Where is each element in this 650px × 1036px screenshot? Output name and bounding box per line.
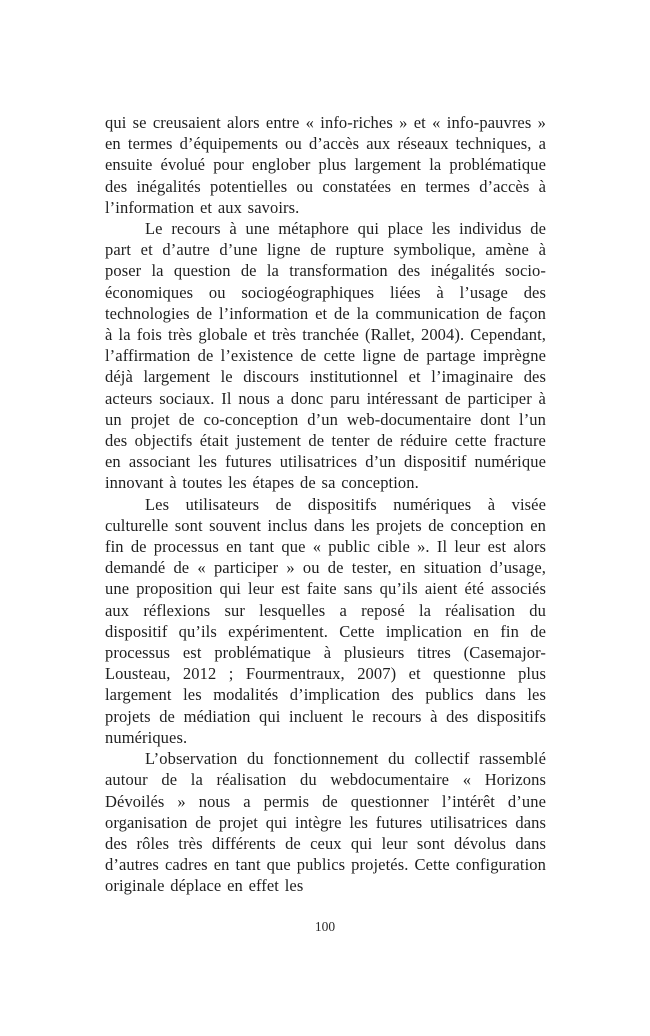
paragraph-metaphore: Le recours à une métaphore qui place les individus de part et d’autre d’une ligne de rupture symbolique, amène à poser la question de la transformation des inégalités socio-économiques ou sociogéographiques liées à l’usage des technologies de l’information et de la communication de façon à la fois très globale et très tranchée (Rallet, 2004). Cependant, l’affirmation de l’existence de cette ligne de partage imprègne déjà largement le discours institutionnel et l’imaginaire des acteurs sociaux. Il nous a donc paru intéressant de participer à un projet de co-conception d’un web-documentaire dont l’un des objectifs était justement de tenter de réduire cette fracture en associant les futures utilisatrices d’un dispositif numérique innovant à toutes les étapes de sa conception.: [105, 219, 546, 493]
paragraph-observation: L’observation du fonctionnement du collectif rassemblé autour de la réalisation du webdocumentaire « Horizons Dévoilés » nous a permis de questionner l’intérêt d’une organisation de projet qui intègre les futures utilisatrices dans des rôles très différents de ceux qui leur sont dévolus dans d’autres cadres en tant que publics projetés. Cette configuration originale déplace en effet les: [105, 749, 546, 896]
paragraph-utilisateurs: Les utilisateurs de dispositifs numériques à visée culturelle sont souvent inclus dans les projets de conception en fin de processus en tant que « public cible ». Il leur est alors demandé de « participer » ou de tester, en situation d’usage, une proposition qui leur est faite sans qu’ils aient été associés aux réflexions sur lesquelles a reposé la réalisation du dispositif qu’ils expérimentent. Cette implication en fin de processus est problématique à plusieurs titres (Casemajor-Lousteau, 2012 ; Fourmentraux, 2007) et questionne plus largement les modalités d’implication des publics dans les projets de médiation qui incluent le recours à des dispositifs numériques.: [105, 494, 546, 747]
paragraph-continuation: qui se creusaient alors entre « info-riches » et « info-pauvres » en termes d’équipements ou d’accès aux réseaux techniques, a ensuite évolué pour englober plus largement la problématique des inégalités potentielles ou constatées en termes d’accès à l’information et aux savoirs.: [105, 113, 546, 217]
text-column: [105, 112, 546, 897]
page-number: 100: [314, 919, 336, 934]
